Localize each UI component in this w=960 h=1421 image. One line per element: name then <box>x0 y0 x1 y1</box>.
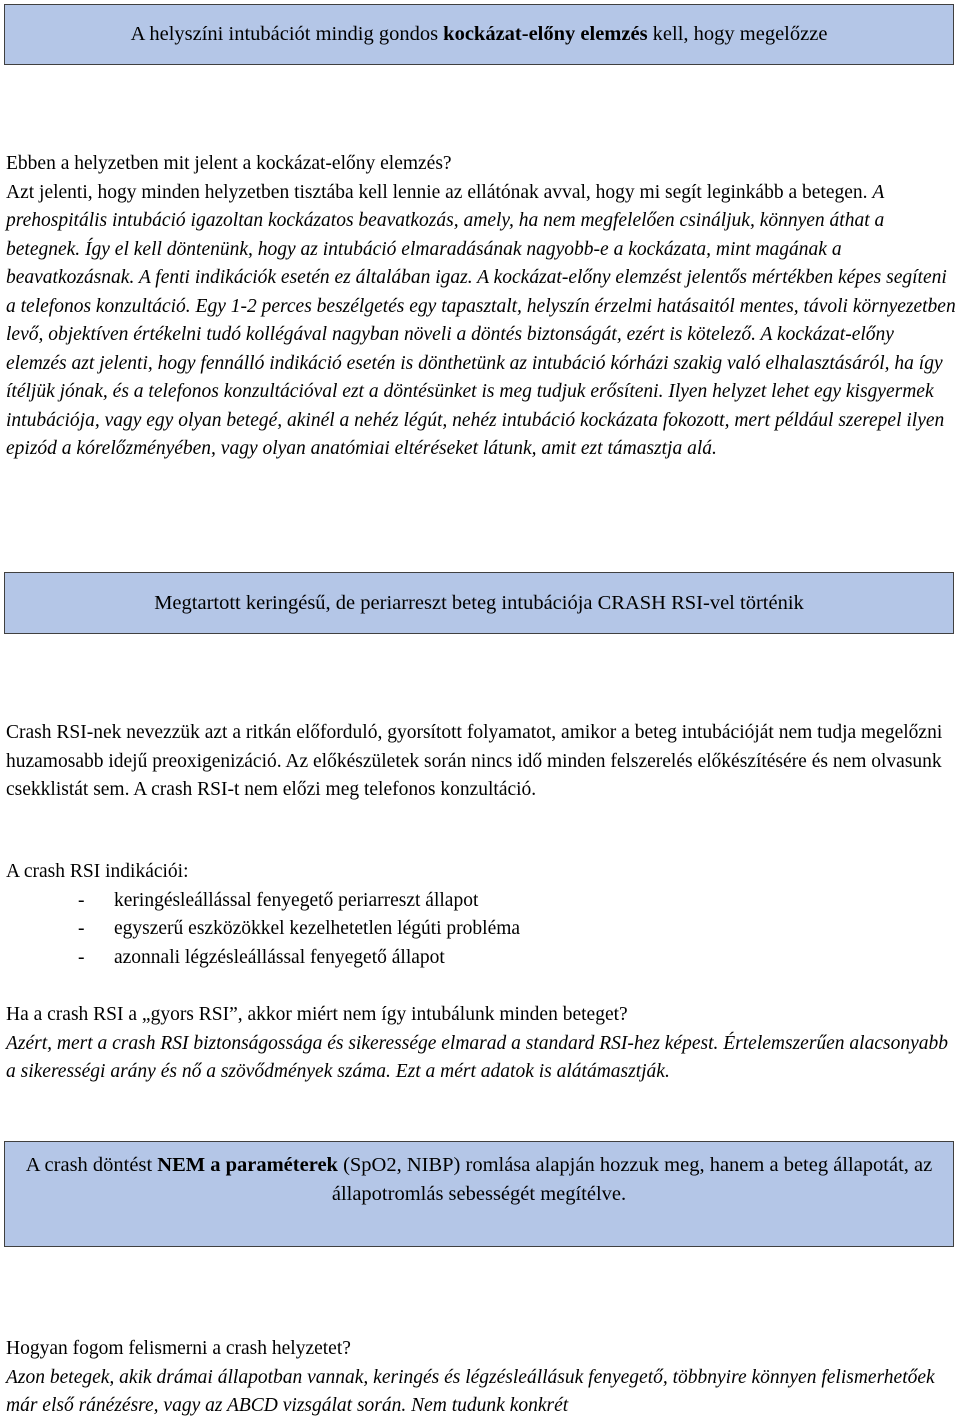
section-why-not-always <box>6 1001 956 1087</box>
callout-text: Megtartott keringésű, de periarreszt beteg intubációja CRASH RSI-vel történik <box>154 592 804 614</box>
indication-list <box>6 887 956 973</box>
callout-text-pre: A helyszíni intubációt mindig gondos <box>130 23 444 45</box>
section-question: Hogyan fogom felismerni a crash helyzetet? <box>6 1338 351 1359</box>
list-item-text: azonnali légzésleállással fenyegető állapot <box>114 946 445 968</box>
section-recognition <box>6 1335 956 1421</box>
section-heading: A crash RSI indikációi: <box>6 861 189 882</box>
section-risk-benefit <box>6 150 956 464</box>
section-question: Ha a crash RSI a „gyors RSI”, akkor miért nem így intubálunk minden beteget? <box>6 1004 628 1025</box>
list-item-text: egyszerű eszközökkel kezelhetetlen légúti probléma <box>114 918 521 939</box>
section-body-italic: Azért, mert a crash RSI biztonságossága és sikeressége elmarad a standard RSI-hez képest. Értelemszerűen alacsonyabb a sikerességi arány és nő a szövődmények száma. Ezt a mért adatok is alátámasztják. <box>6 1032 948 1082</box>
callout-text-bold: kockázat-előny elemzés <box>443 23 648 45</box>
section-body-italic: A prehospitális intubáció igazoltan kockázatos beavatkozás, amely, ha nem megfelelően csináljuk, könnyen áthat a betegnek. Így el kell döntenünk, hogy az intubáció elmaradásának nagyobb-e a kockázata, mint magának a beavatkozásnak. A fenti indikációk esetén ez általában igaz. A kockázat-előny elemzést jelentős mértékben képes segíteni a telefonos konzultáció. Egy 1-2 perces beszélgetés egy tapasztalt, helyszín érzelmi hatásaitól mentes, távoli környezetben levő, objektíven értékelni tudó kollégával nagyban növeli a döntés biztonságát, ezért is kötelező. A kockázat-előny elemzés azt jelenti, hogy fennálló indikáció esetén is dönthetünk az intubáció kórházi szakig való elhalasztásáról, ha így ítéljük jónak, és a telefonos konzultációval ezt a döntésünket is meg tudjuk erősíteni. Ilyen helyzet lehet egy kisgyermek intubációja, vagy egy olyan betegé, akinél a nehéz légút, nehéz intubáció kockázata fokozott, mert például szerepel ilyen epizód a kórelőzményében, vagy olyan anatómiai eltéréseket látunk, amit ezt támasztja alá. <box>6 181 956 459</box>
section-body: Crash RSI-nek nevezzük azt a ritkán előforduló, gyorsított folyamatot, amikor a beteg intubációját nem tudja megelőzni huzamosabb idejű preoxigenizáció. Az előkészületek során nincs idő minden felszerelés előkészítésére és nem olvasunk csekklistát sem. A crash RSI-t nem előzi meg telefonos konzultáció. <box>6 722 943 800</box>
callout-text-bold: NEM a paraméterek <box>157 1154 338 1176</box>
callout-text-pre: A crash döntést <box>25 1154 158 1176</box>
callout-box-crash-decision <box>4 1141 954 1247</box>
section-crash-rsi-indications <box>6 858 956 972</box>
callout-text-post: (SpO2, NIBP) romlása alapján hozzuk meg, hanem a beteg állapotát, az állapotromlás sebességét megítélve. <box>331 1154 933 1205</box>
list-dash: - <box>78 889 85 911</box>
section-body-italic: Azon betegek, akik drámai állapotban vannak, keringés és légzésleállásuk fenyegető, többnyire könnyen felismerhetőek már első ránézésre, vagy az ABCD vizsgálat során. Nem tudunk konkrét <box>6 1366 935 1416</box>
list-dash: - <box>78 918 85 939</box>
section-question: Ebben a helyzetben mit jelent a kockázat-előny elemzés? <box>6 153 452 174</box>
list-item <box>6 915 956 944</box>
list-item-text: keringésleállással fenyegető periarreszt állapot <box>114 889 479 911</box>
list-item <box>6 887 956 916</box>
list-item <box>6 944 956 973</box>
list-dash: - <box>78 946 85 968</box>
section-crash-rsi-definition <box>6 719 956 805</box>
callout-box-risk-benefit <box>4 4 954 65</box>
section-body <box>6 179 956 464</box>
callout-box-crash-rsi <box>4 572 954 634</box>
callout-text-post: kell, hogy megelőzze <box>647 23 828 45</box>
section-body-plain: Azt jelenti, hogy minden helyzetben tisztába kell lennie az ellátónak avval, hogy mi segít leginkább a betegen. <box>6 181 868 203</box>
